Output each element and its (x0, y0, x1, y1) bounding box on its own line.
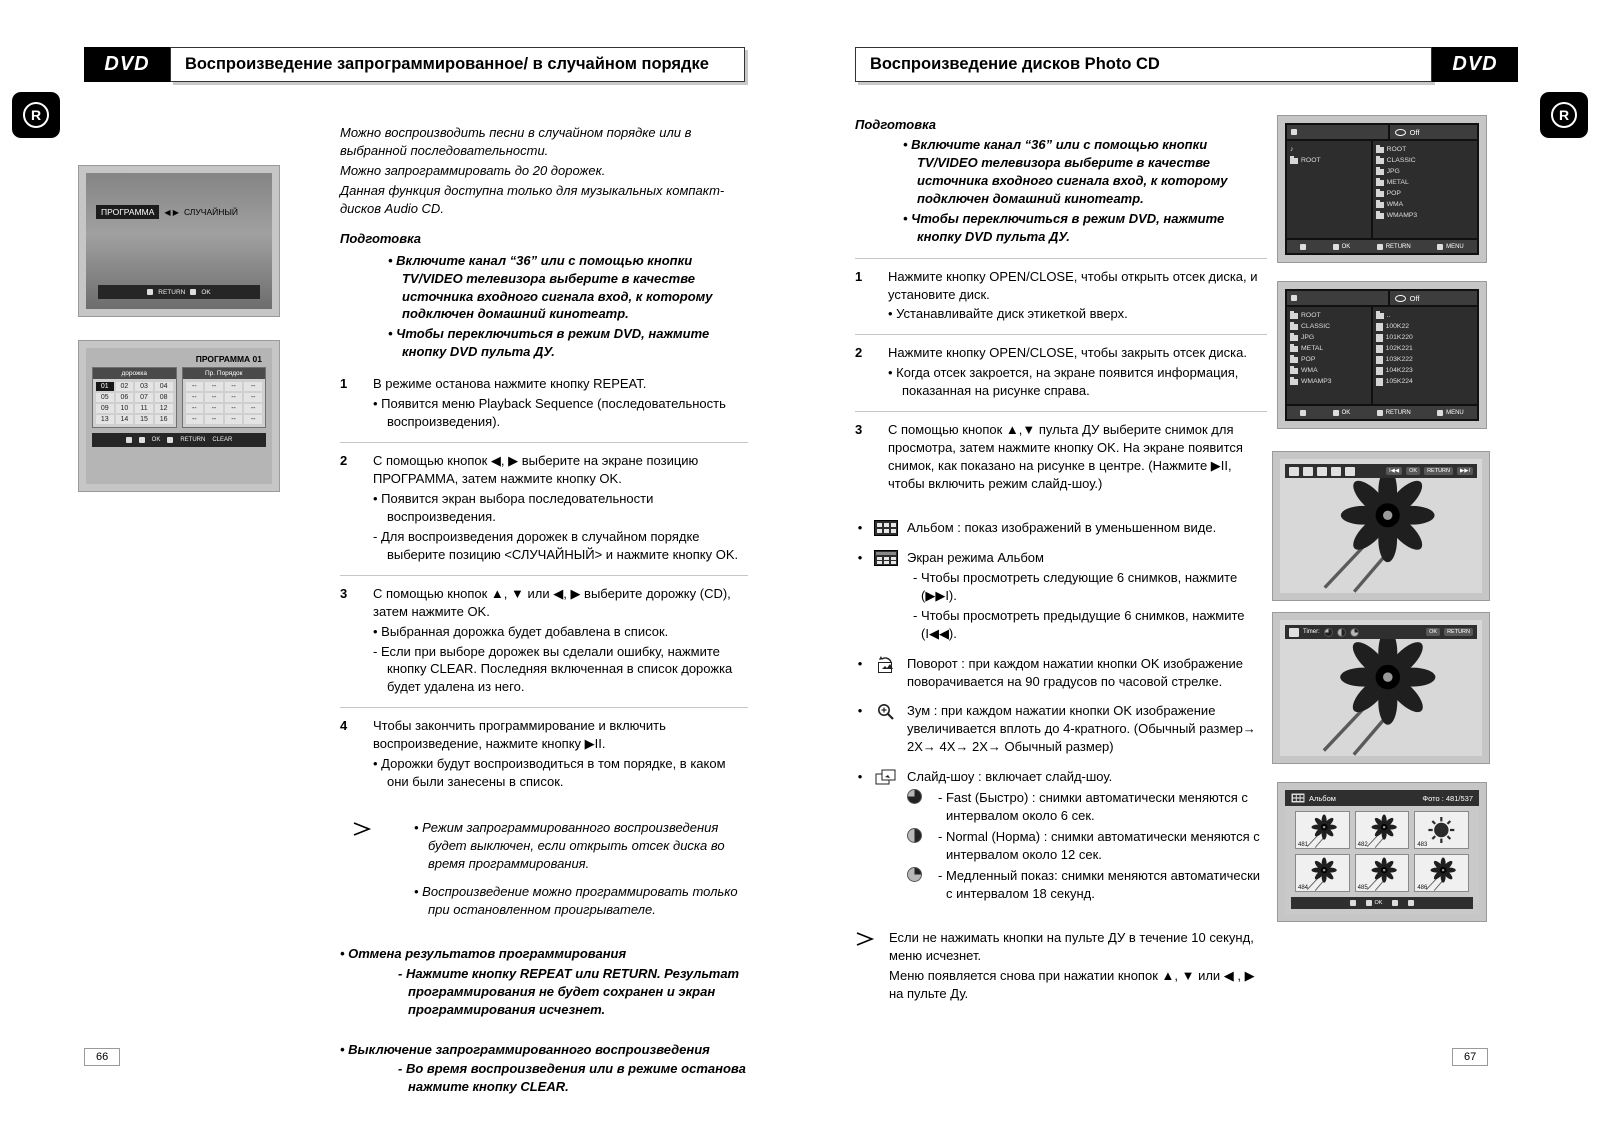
folder-icon (1290, 368, 1298, 374)
dvd-logo-left: DVD (84, 47, 170, 82)
timer-fast-icon (907, 789, 922, 804)
slideshow-icon (873, 769, 899, 903)
top-bar-right (1390, 125, 1477, 139)
order-cell: -- (205, 382, 223, 391)
album-header (1285, 790, 1479, 806)
menu-hint: MENU (1446, 409, 1464, 416)
list-item: 100K22 (1385, 323, 1410, 330)
folder-icon (1290, 324, 1298, 330)
slideshow-slow-row (907, 867, 1267, 903)
screen-button-hints (92, 433, 266, 447)
step-sub: • Появится меню Playback Sequence (последовательность воспроизведения). (373, 396, 726, 430)
step-number: 4 (340, 718, 348, 734)
folder-icon (1376, 169, 1384, 175)
ok-icon (1333, 244, 1339, 250)
top-bar-left (1287, 125, 1388, 139)
disc-icon (1395, 129, 1406, 136)
folder-pane (1287, 141, 1371, 238)
screen-button-hints (1287, 406, 1477, 419)
track-cell: 02 (116, 382, 134, 391)
return-icon (1377, 410, 1383, 416)
note-text: Если не нажимать кнопки на пульте ДУ в течение 10 секунд, меню исчезнет. (889, 929, 1254, 963)
divider (855, 334, 1267, 335)
legend-album-screen (855, 549, 1267, 645)
screen-album (1277, 782, 1487, 922)
step-4 (340, 717, 748, 793)
list-item: JPG (1301, 334, 1315, 341)
file-pane (1373, 307, 1477, 404)
step-sub: • Выбранная дорожка будет добавлена в список. (373, 623, 669, 639)
next-icon: ▶▶I (1457, 467, 1473, 475)
legend-slideshow (855, 768, 1267, 903)
step-text: С помощью кнопок ◀, ▶ выберите на экране позицию ПРОГРАММА, затем нажмите кнопку OK. (373, 453, 699, 486)
legend-text: Альбом : показ изображений в уменьшенном виде. (907, 519, 1217, 535)
prep-bullet: • Включите канал “36” или с помощью кнопки TV/VIDEO телевизора выберите в качестве источника входного сигнала вход, к которому подключен домашний кинотеатр. (388, 252, 713, 322)
photo-display (1280, 459, 1482, 593)
thumb-number: 484 (1298, 885, 1309, 891)
off-section-title: • Выключение запрограммированного воспроизведения (340, 1041, 710, 1057)
track-cell: 03 (135, 382, 153, 391)
order-cell: -- (205, 393, 223, 402)
note-arrow-icon (352, 821, 372, 921)
order-cell: -- (186, 404, 204, 413)
return-hint: RETURN (1424, 467, 1453, 475)
legend-sub: - Чтобы просмотреть следующие 6 снимков, нажмите (▶▶I). (913, 569, 1238, 603)
return-hint: RETURN (158, 288, 186, 296)
folder-pane (1287, 307, 1371, 404)
return-icon (147, 289, 153, 295)
order-cell: -- (186, 393, 204, 402)
order-cell: -- (244, 404, 262, 413)
screen-button-hints (98, 285, 260, 299)
album-screen-icon (873, 550, 899, 645)
ok-hint: OK (1406, 467, 1420, 475)
folder-up-icon (1376, 313, 1384, 319)
thumbnail (1355, 854, 1410, 892)
dvd-logo-right: DVD (1432, 47, 1518, 82)
album-grid-icon (1289, 467, 1299, 476)
photo-display (1280, 620, 1482, 756)
nav-icon (1300, 410, 1306, 416)
order-table (182, 367, 267, 428)
folder-icon (1376, 191, 1384, 197)
slideshow-icon (1289, 628, 1299, 637)
legend-sub: - Fast (Быстро) : снимки автоматически меняются с интервалом около 6 сек. (938, 790, 1248, 824)
album-screen-icon (1303, 467, 1313, 476)
step-number: 2 (340, 453, 348, 469)
legend-album (855, 519, 1267, 539)
prep-title: Подготовка (855, 117, 937, 132)
music-note-icon: ♪ (1290, 146, 1294, 153)
step-sub: • Когда отсек закроется, на экране появится информация, показанная на рисунке справа. (888, 365, 1239, 399)
ok-hint: OK (1341, 243, 1351, 250)
program-screen-title: ПРОГРАММА 01 (195, 354, 262, 364)
top-bar-left (1287, 291, 1388, 305)
disc-status: Off (1409, 127, 1420, 137)
thumbnail-grid (1285, 806, 1479, 897)
list-item: 102K221 (1385, 345, 1413, 352)
cancel-section-body: - Нажмите кнопку REPEAT или RETURN. Результат программирования не будет сохранен и экран программирования исчезнет. (398, 965, 740, 1017)
folder-icon (1376, 158, 1384, 164)
screen-program-select-display (86, 173, 272, 309)
screen-file-browser-files (1277, 281, 1487, 429)
prep-bullet: • Включите канал “36” или с помощью кнопки TV/VIDEO телевизора выберите в качестве источника входного сигнала вход, к которому подключен домашний кинотеатр. (903, 136, 1228, 206)
ok-icon (190, 289, 196, 295)
folder-icon (1290, 379, 1298, 385)
step-sub: • Устанавливайте диск этикеткой вверх. (888, 306, 1128, 322)
intro-paragraph: Можно запрограммировать до 20 дорожек. (340, 162, 606, 178)
divider (855, 258, 1267, 259)
order-cell: -- (225, 393, 243, 402)
clear-hint: CLEAR (212, 437, 233, 443)
timer-label: Timer: (1303, 629, 1320, 635)
track-cell: 06 (116, 393, 134, 402)
album-grid-icon (873, 520, 899, 539)
legend-sub: - Медленный показ: снимки меняются автоматически с интервалом 18 секунд. (938, 867, 1261, 901)
step-number: 1 (855, 268, 863, 284)
bullet: • (857, 703, 863, 719)
folder-icon (1290, 357, 1298, 363)
intro-paragraph: Данная функция доступна только для музыкальных компакт-дисков Audio CD. (340, 182, 725, 216)
list-item: JPG (1386, 168, 1400, 175)
step-number: 3 (855, 422, 863, 438)
track-cell: 10 (116, 404, 134, 413)
order-cell: -- (225, 382, 243, 391)
step-text: С помощью кнопок ▲, ▼ или ◀, ▶ выберите дорожку (CD), затем нажмите OK. (373, 585, 731, 619)
step-1 (855, 268, 1267, 326)
step-sub: • Дорожки будут воспроизводиться в том порядке, в каком они были занесены в список. (373, 756, 726, 790)
playback-sequence-menu (96, 205, 264, 219)
list-item: WMAMP3 (1301, 378, 1332, 385)
screen-button-hints (1291, 897, 1473, 909)
slideshow-normal-row (907, 828, 1267, 864)
list-item: METAL (1386, 179, 1409, 186)
track-cell: 05 (96, 393, 114, 402)
order-cell: -- (186, 415, 204, 424)
bullet: • (857, 549, 863, 565)
order-cell: -- (186, 382, 204, 391)
note-bullet: • Режим запрограммированного воспроизведения будет выключен, если открыть отсек диска во время программирования. (414, 820, 725, 871)
step-text: С помощью кнопок ▲,▼ пульта ДУ выберите снимок для просмотра, затем нажмите кнопку OK. На экране появится снимок, как показано на рисунке в центре. (Нажмите ▶II, чтобы включить режим слайд-шоу.) (888, 422, 1243, 491)
step-3 (855, 421, 1267, 495)
legend-rotate (855, 655, 1267, 693)
file-pane (1373, 141, 1477, 238)
rotate-icon (1331, 467, 1341, 476)
step-text: Чтобы закончить программирование и включить воспроизведение, нажмите кнопку ▶II. (373, 718, 666, 752)
list-item: METAL (1301, 345, 1324, 352)
timer-slow-icon (907, 867, 922, 882)
photo-counter: Фото : 481/537 (1422, 793, 1473, 803)
step-number: 3 (340, 585, 348, 601)
disc-select-icon (1291, 295, 1297, 301)
ok-icon (1366, 900, 1372, 906)
legend-sub: - Чтобы просмотреть предыдущие 6 снимков, нажмите (I◀◀). (913, 607, 1245, 641)
list-item: WMA (1386, 201, 1404, 208)
thumbnail (1295, 854, 1350, 892)
timer-normal-icon (907, 828, 922, 843)
step-sub: • Появится экран выбора последовательности воспроизведения. (373, 490, 654, 524)
order-cell: -- (244, 415, 262, 424)
play-pause-icon (139, 437, 145, 443)
note-block (855, 929, 1267, 1005)
return-icon (1377, 244, 1383, 250)
file-browser-display (1285, 289, 1479, 421)
ok-hint: OK (151, 437, 161, 443)
page-number-left: 66 (84, 1048, 120, 1066)
legend-zoom (855, 702, 1267, 758)
ok-hint: OK (201, 288, 211, 296)
list-item: POP (1301, 356, 1316, 363)
legend-text: Экран режима Альбом (907, 549, 1044, 565)
menu-icon (1437, 410, 1443, 416)
list-item: 103K222 (1385, 356, 1413, 363)
folder-icon (1290, 346, 1298, 352)
track-cell: 12 (155, 404, 173, 413)
bullet: • (857, 519, 863, 535)
nav-icon (1350, 900, 1356, 906)
screen-button-hints (1287, 240, 1477, 253)
thumbnail (1414, 811, 1469, 849)
ok-hint: OK (1374, 900, 1383, 906)
folder-icon (1376, 180, 1384, 186)
note-text: Меню появляется снова при нажатии кнопок ▲, ▼ или ◀ , ▶ на пульте Ду. (889, 967, 1255, 1001)
screen-photo-timer (1272, 612, 1490, 764)
order-cell: -- (225, 415, 243, 424)
thumbnail (1295, 811, 1350, 849)
file-icon (1376, 356, 1383, 364)
list-item: ROOT (1301, 312, 1321, 319)
folder-icon (1376, 213, 1384, 219)
step-2 (340, 452, 748, 566)
step-number: 1 (340, 376, 348, 392)
screen-file-browser-root (1277, 115, 1487, 263)
step-sub: - Если при выборе дорожек вы сделали ошибку, нажмите кнопку CLEAR. Последняя включенная в список дорожка будет удалена из него. (373, 643, 733, 695)
r-icon: R (1551, 102, 1577, 128)
thumb-number: 485 (1357, 885, 1368, 891)
track-cell: 01 (96, 382, 114, 391)
step-text: Нажмите кнопку OPEN/CLOSE, чтобы закрыть отсек диска. (888, 345, 1247, 361)
order-cell: -- (205, 404, 223, 413)
ok-hint: OK (1341, 409, 1351, 416)
screen-program-table-display (86, 348, 272, 484)
thumb-number: 482 (1357, 842, 1368, 848)
disc-status: Off (1409, 293, 1420, 303)
zoom-icon (1317, 467, 1327, 476)
step-1 (340, 375, 748, 433)
menu-hint: MENU (1446, 243, 1464, 250)
step-sub: - Для воспроизведения дорожек в случайном порядке выберите позицию <СЛУЧАЙНЫЙ> и нажмите кнопку OK. (373, 528, 739, 562)
track-column-header: дорожка (93, 368, 176, 379)
album-grid-icon (1291, 793, 1305, 803)
prep-bullet: • Чтобы переключиться в режим DVD, нажмите кнопку DVD пульта ДУ. (903, 210, 1225, 244)
return-icon (167, 437, 173, 443)
thumbnail (1414, 854, 1469, 892)
folder-icon (1290, 313, 1298, 319)
album-grid-icon (126, 437, 132, 443)
order-column-header: Пр. Порядок (183, 368, 266, 379)
zoom-icon (873, 703, 899, 758)
step-number: 2 (855, 345, 863, 361)
nav-icon (1300, 244, 1306, 250)
track-table (92, 367, 177, 428)
list-item: POP (1386, 190, 1401, 197)
legend-sub: - Normal (Норма) : снимки автоматически меняются с интервалом около 12 сек. (938, 829, 1260, 862)
list-item: ROOT (1386, 146, 1407, 153)
screen-program-select (78, 165, 280, 317)
rotate-icon (873, 656, 899, 693)
file-browser-display (1285, 123, 1479, 255)
thumb-number: 483 (1417, 842, 1428, 848)
divider (340, 442, 748, 443)
left-page-header (170, 47, 745, 82)
ok-hint: OK (1426, 628, 1440, 636)
track-cell: 13 (96, 415, 114, 424)
slideshow-icon (1345, 467, 1355, 476)
folder-icon (1376, 202, 1384, 208)
right-page-title: Воспроизведение дисков Photo CD (870, 55, 1160, 73)
list-item: WMAMP3 (1386, 212, 1418, 219)
file-icon (1376, 378, 1383, 386)
left-page-title: Воспроизведение запрограммированное/ в случайном порядке (185, 55, 709, 73)
list-item: WMA (1301, 367, 1318, 374)
list-item: .. (1386, 312, 1391, 319)
note-block (352, 819, 748, 921)
top-bar-right (1390, 291, 1477, 305)
photo-toolbar (1285, 464, 1477, 478)
random-option: СЛУЧАЙНЫЙ (183, 207, 239, 217)
divider (340, 707, 748, 708)
return-hint: RETURN (1444, 628, 1473, 636)
order-cell: -- (244, 382, 262, 391)
step-2 (855, 344, 1267, 402)
cancel-section-title: • Отмена результатов программирования (340, 945, 627, 961)
divider (340, 575, 748, 576)
track-cell: 07 (135, 393, 153, 402)
track-cell: 16 (155, 415, 173, 424)
left-text-column (340, 124, 748, 1098)
legend-text: Слайд-шоу : включает слайд-шоу. (907, 769, 1113, 785)
disc-icon (1395, 295, 1406, 302)
note-arrow-icon (855, 931, 875, 1005)
timer-fast-icon (1324, 628, 1333, 637)
thumb-number: 486 (1417, 885, 1428, 891)
off-section-body: - Во время воспроизведения или в режиме останова нажмите кнопку CLEAR. (398, 1061, 746, 1095)
left-right-arrows-icon: ◀ ▶ (164, 207, 179, 217)
bullet: • (857, 769, 863, 785)
return-hint: RETURN (180, 437, 206, 443)
order-cell: -- (205, 415, 223, 424)
prev-icon (1392, 900, 1398, 906)
right-page-header (855, 47, 1432, 82)
bullet: • (857, 655, 863, 671)
list-item: CLASSIC (1301, 323, 1331, 330)
track-cell: 14 (116, 415, 134, 424)
prep-bullet: • Чтобы переключиться в режим DVD, нажмите кнопку DVD пульта ДУ. (388, 326, 710, 360)
program-option: ПРОГРАММА (96, 205, 159, 219)
track-cell: 04 (155, 382, 173, 391)
menu-icon (1437, 244, 1443, 250)
ok-icon (1333, 410, 1339, 416)
order-cell: -- (244, 393, 262, 402)
folder-icon (1290, 158, 1298, 164)
step-text: Нажмите кнопку OPEN/CLOSE, чтобы открыть отсек диска, и установите диск. (888, 268, 1258, 302)
folder-icon (1376, 147, 1384, 153)
step-text: В режиме останова нажмите кнопку REPEAT. (373, 376, 647, 392)
flower-photo (1280, 620, 1482, 756)
file-icon (1376, 323, 1383, 331)
r-badge-right (1540, 92, 1588, 138)
file-icon (1376, 367, 1383, 375)
file-icon (1376, 345, 1383, 353)
timer-slow-icon (1350, 628, 1359, 637)
r-badge-left (12, 92, 60, 138)
order-cell: -- (225, 404, 243, 413)
timer-normal-icon (1337, 628, 1346, 637)
return-hint: RETURN (1385, 409, 1411, 416)
note-bullet: • Воспроизведение можно программировать только при остановленном проигрывателе. (414, 883, 738, 917)
r-icon: R (23, 102, 49, 128)
prep-title: Подготовка (340, 230, 422, 246)
album-title: Альбом (1309, 793, 1336, 803)
screen-program-table (78, 340, 280, 492)
disc-select-icon (1291, 129, 1297, 135)
thumbnail (1355, 811, 1410, 849)
track-cell: 08 (155, 393, 173, 402)
list-item: 101K220 (1385, 334, 1413, 341)
flower-photo (1280, 459, 1482, 593)
track-cell: 09 (96, 404, 114, 413)
return-hint: RETURN (1385, 243, 1411, 250)
list-item: 105K224 (1385, 378, 1413, 385)
intro-paragraph: Можно воспроизводить песни в случайном порядке или в выбранной последовательности. (340, 125, 692, 158)
legend-text: Поворот : при каждом нажатии кнопки OK изображение поворачивается на 90 градусов по часовой стрелке. (907, 655, 1243, 689)
step-3 (340, 585, 748, 699)
legend-text: Зум : при каждом нажатии кнопки OK изображение увеличивается вплоть до 4-кратного. (Обычный размер→ 2X→ 4X→ 2X→ Обычный размер) (907, 703, 1256, 755)
prev-icon: I◀◀ (1386, 467, 1402, 475)
list-item: CLASSIC (1386, 157, 1416, 164)
divider (855, 411, 1267, 412)
right-text-column (855, 116, 1267, 1005)
album-display (1285, 790, 1479, 914)
slideshow-fast-row (907, 789, 1267, 825)
timer-toolbar (1285, 625, 1477, 639)
next-icon (1408, 900, 1414, 906)
track-cell: 15 (135, 415, 153, 424)
screen-photo-toolbar (1272, 451, 1490, 601)
list-item: 104K223 (1385, 367, 1413, 374)
file-icon (1376, 334, 1383, 342)
folder-icon (1290, 335, 1298, 341)
track-cell: 11 (135, 404, 153, 413)
page-number-right: 67 (1452, 1048, 1488, 1066)
folder-name: ROOT (1301, 157, 1321, 164)
thumb-number: 481 (1298, 842, 1309, 848)
